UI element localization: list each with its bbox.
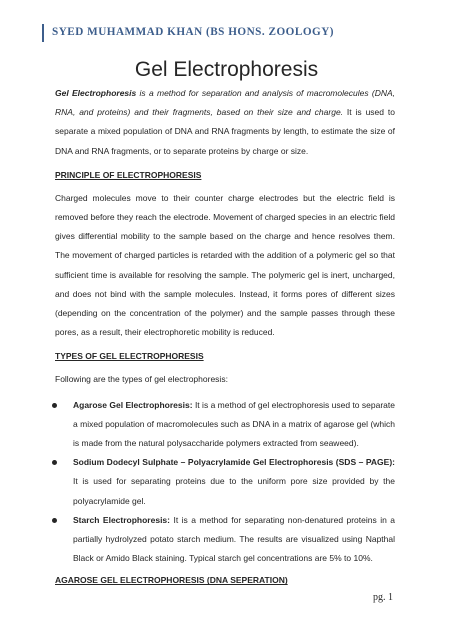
intro-lead-definition: is a method for separation and analysis of macromolecules (DNA, RNA, and proteins) and their fragments, based on their size and charge.: [55, 88, 396, 118]
agarose-heading: AGAROSE GEL ELECTROPHORESIS (DNA SEPERATION): [55, 575, 288, 586]
types-intro: Following are the types of gel electrophoresis:: [55, 374, 228, 385]
list-item: [55, 396, 395, 454]
types-heading: TYPES OF GEL ELECTROPHORESIS: [55, 351, 204, 362]
header-accent-bar: [42, 24, 44, 42]
list-item: [55, 511, 395, 569]
types-list: [55, 396, 395, 569]
intro-lead-term: Gel Electrophoresis: [55, 88, 137, 98]
bullet-icon: [52, 518, 57, 523]
principle-paragraph: Charged molecules move to their counter charge electrodes but the electric field is removed before they reach the electrode. Movement of charged species in an electric field gives differential mobility to the sample based on the charge and hence resolves them. The movement of charged particles is retarded with the addition of a polymeric gel so that sufficient time is available for resolving the sample. The polymeric gel is inert, uncharged, and does not bind with the sample molecules. Instead, it forms pores of different sizes (depending on the concentration of the polymer) and the sample passes through these pores, as a result, their electrophoretic mobility is reduced.: [55, 192, 395, 338]
list-item-description: It is a method for separating non-denatured proteins in a partially hydrolyzed potato starch medium. The results are visualized using Napthal Black or Amido Black staining. Typical starch gel concentrations are 5% to 10%.: [73, 514, 395, 564]
header-author: SYED MUHAMMAD KHAN (BS HONS. ZOOLOGY): [52, 26, 335, 38]
principle-heading: PRINCIPLE OF ELECTROPHORESIS: [55, 169, 202, 180]
list-item-term: Agarose Gel Electrophoresis:: [73, 399, 193, 410]
bullet-icon: [52, 460, 57, 465]
page-number: pg. 1: [373, 592, 393, 603]
list-item-description: It is a method of gel electrophoresis used to separate a mixed population of macromolecules such as DNA in a matrix of agarose gel (which is made from the natural polysaccharide polymers extracted from seaweed).: [73, 399, 395, 449]
list-item: [55, 453, 395, 511]
bullet-icon: [52, 403, 57, 408]
list-item-term: Starch Electrophoresis:: [73, 514, 170, 525]
intro-rest: It is used to separate a mixed population of DNA and RNA fragments by length, to estimate the size of DNA and RNA fragments, or to separate proteins by charge or size.: [55, 107, 395, 156]
document-body: [55, 84, 395, 586]
page-title: Gel Electrophoresis: [134, 58, 319, 81]
list-item-term: Sodium Dodecyl Sulphate – Polyacrylamide Gel Electrophoresis (SDS – PAGE):: [73, 457, 395, 468]
intro-paragraph: [55, 84, 395, 161]
list-item-description: It is used for separating proteins due to the uniform pore size provided by the polyacrylamide gel.: [73, 476, 395, 506]
